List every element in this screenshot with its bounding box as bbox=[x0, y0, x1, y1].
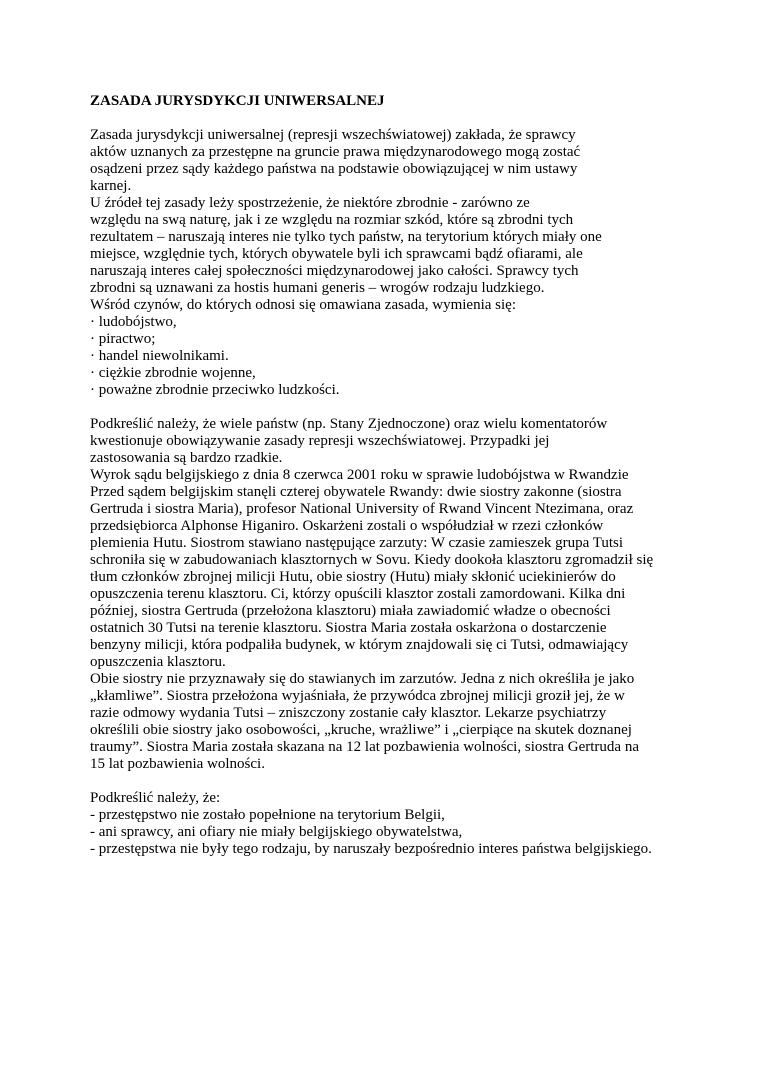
spacer bbox=[90, 773, 680, 790]
text-line: karnej. bbox=[90, 178, 132, 194]
list-item: · ciężkie zbrodnie wojenne, bbox=[90, 365, 256, 381]
text-line: tłum członków zbrojnej milicji Hutu, obie siostry (Hutu) miały skłonić uciekinierów do bbox=[90, 569, 616, 585]
list-item: - przestępstwa nie były tego rodzaju, by naruszały bezpośrednio interes państwa belgijskiego. bbox=[90, 841, 652, 857]
text-line: przedsiębiorca Alphonse Higaniro. Oskarżeni zostali o współudział w rzezi członków bbox=[90, 518, 604, 534]
text-line: względu na swą naturę, jak i ze względu na rozmiar szkód, które są zbrodni tych bbox=[90, 212, 574, 228]
list-item: · piractwo; bbox=[90, 331, 156, 347]
text-line: U źródeł tej zasady leży spostrzeżenie, że niektóre zbrodnie - zarówno ze bbox=[90, 195, 530, 211]
text-line: określili obie siostry jako osobowości, „kruche, wrażliwe” i „cierpiące na skutek doznanej bbox=[90, 722, 632, 738]
text-line: Podkreślić należy, że: bbox=[90, 790, 221, 806]
document-title: ZASADA JURYSDYKCJI UNIWERSALNEJ bbox=[90, 93, 385, 109]
conclusion-list bbox=[90, 790, 680, 858]
text-line: „kłamliwe”. Siostra przełożona wyjaśniała, że przywódca zbrojnej milicji groził jej, że w bbox=[90, 688, 625, 704]
text-line: Obie siostry nie przyznawały się do stawianych im zarzutów. Jedna z nich określiła je jako bbox=[90, 671, 635, 687]
text-line: naruszają interes całej społeczności międzynarodowej jako całości. Sprawcy tych bbox=[90, 263, 579, 279]
text-line: rezultatem – naruszają interes nie tylko tych państw, na terytorium których miały one bbox=[90, 229, 602, 245]
text-line: Gertruda i siostra Maria), profesor National University of Rwand Vincent Ntezimana, oraz bbox=[90, 501, 634, 517]
list-item: · handel niewolnikami. bbox=[90, 348, 229, 364]
document-body bbox=[90, 93, 680, 858]
text-line: benzyny milicji, która podpaliła budynek, w którym znajdowali się ci Tutsi, odmawiający bbox=[90, 637, 629, 653]
spacer bbox=[90, 110, 680, 127]
text-line: Wyrok sądu belgijskiego z dnia 8 czerwca 2001 roku w sprawie ludobójstwa w Rwandzie bbox=[90, 467, 629, 483]
list-item: - przestępstwo nie zostało popełnione na terytorium Belgii, bbox=[90, 807, 445, 823]
list-item: - ani sprawcy, ani ofiary nie miały belgijskiego obywatelstwa, bbox=[90, 824, 463, 840]
list-item: · ludobójstwo, bbox=[90, 314, 177, 330]
text-line: Wśród czynów, do których odnosi się omawiana zasada, wymienia się: bbox=[90, 297, 516, 313]
text-line: później, siostra Gertruda (przełożona klasztoru) miała zawiadomić władze o obecności bbox=[90, 603, 611, 619]
case-paragraph bbox=[90, 416, 680, 773]
text-line: miejsce, względnie tych, których obywatele byli ich sprawcami bądź ofiarami, ale bbox=[90, 246, 583, 262]
text-line: schroniła się w zabudowaniach klasztornych w Sovu. Kiedy dookoła klasztoru zgromadził się bbox=[90, 552, 654, 568]
text-line: Podkreślić należy, że wiele państw (np. Stany Zjednoczone) oraz wielu komentatorów bbox=[90, 416, 608, 432]
text-line: razie odmowy wydania Tutsi – zniszczony zostanie cały klasztor. Lekarze psychiatrzy bbox=[90, 705, 607, 721]
list-item: · poważne zbrodnie przeciwko ludzkości. bbox=[90, 382, 340, 398]
text-line: 15 lat pozbawienia wolności. bbox=[90, 756, 265, 772]
text-line: Przed sądem belgijskim stanęli czterej obywatele Rwandy: dwie siostry zakonne (siostra bbox=[90, 484, 622, 500]
text-line: zbrodni są uznawani za hostis humani generis – wrogów rodzaju ludzkiego. bbox=[90, 280, 545, 296]
text-line: Zasada jurysdykcji uniwersalnej (represji wszechświatowej) zakłada, że sprawcy bbox=[90, 127, 576, 143]
text-line: aktów uznanych za przestępne na gruncie prawa międzynarodowego mogą zostać bbox=[90, 144, 581, 160]
text-line: opuszczenia klasztoru. bbox=[90, 654, 226, 670]
spacer bbox=[90, 399, 680, 416]
text-line: traumy”. Siostra Maria została skazana na 12 lat pozbawienia wolności, siostra Gertruda na bbox=[90, 739, 639, 755]
text-line: osądzeni przez sądy każdego państwa na podstawie obowiązującej w nim ustawy bbox=[90, 161, 578, 177]
text-line: plemienia Hutu. Siostrom stawiano następujące zarzuty: W czasie zamieszek grupa Tutsi bbox=[90, 535, 624, 551]
intro-paragraph bbox=[90, 127, 680, 314]
crimes-list bbox=[90, 314, 680, 399]
text-line: ostatnich 30 Tutsi na terenie klasztoru. Siostra Maria została oskarżona o dostarczenie bbox=[90, 620, 607, 636]
text-line: opuszczenia terenu klasztoru. Ci, którzy opuścili klasztor zostali zamordowani. Kilka dni bbox=[90, 586, 626, 602]
text-line: kwestionuje obowiązywanie zasady represji wszechświatowej. Przypadki jej bbox=[90, 433, 550, 449]
text-line: zastosowania są bardzo rzadkie. bbox=[90, 450, 283, 466]
